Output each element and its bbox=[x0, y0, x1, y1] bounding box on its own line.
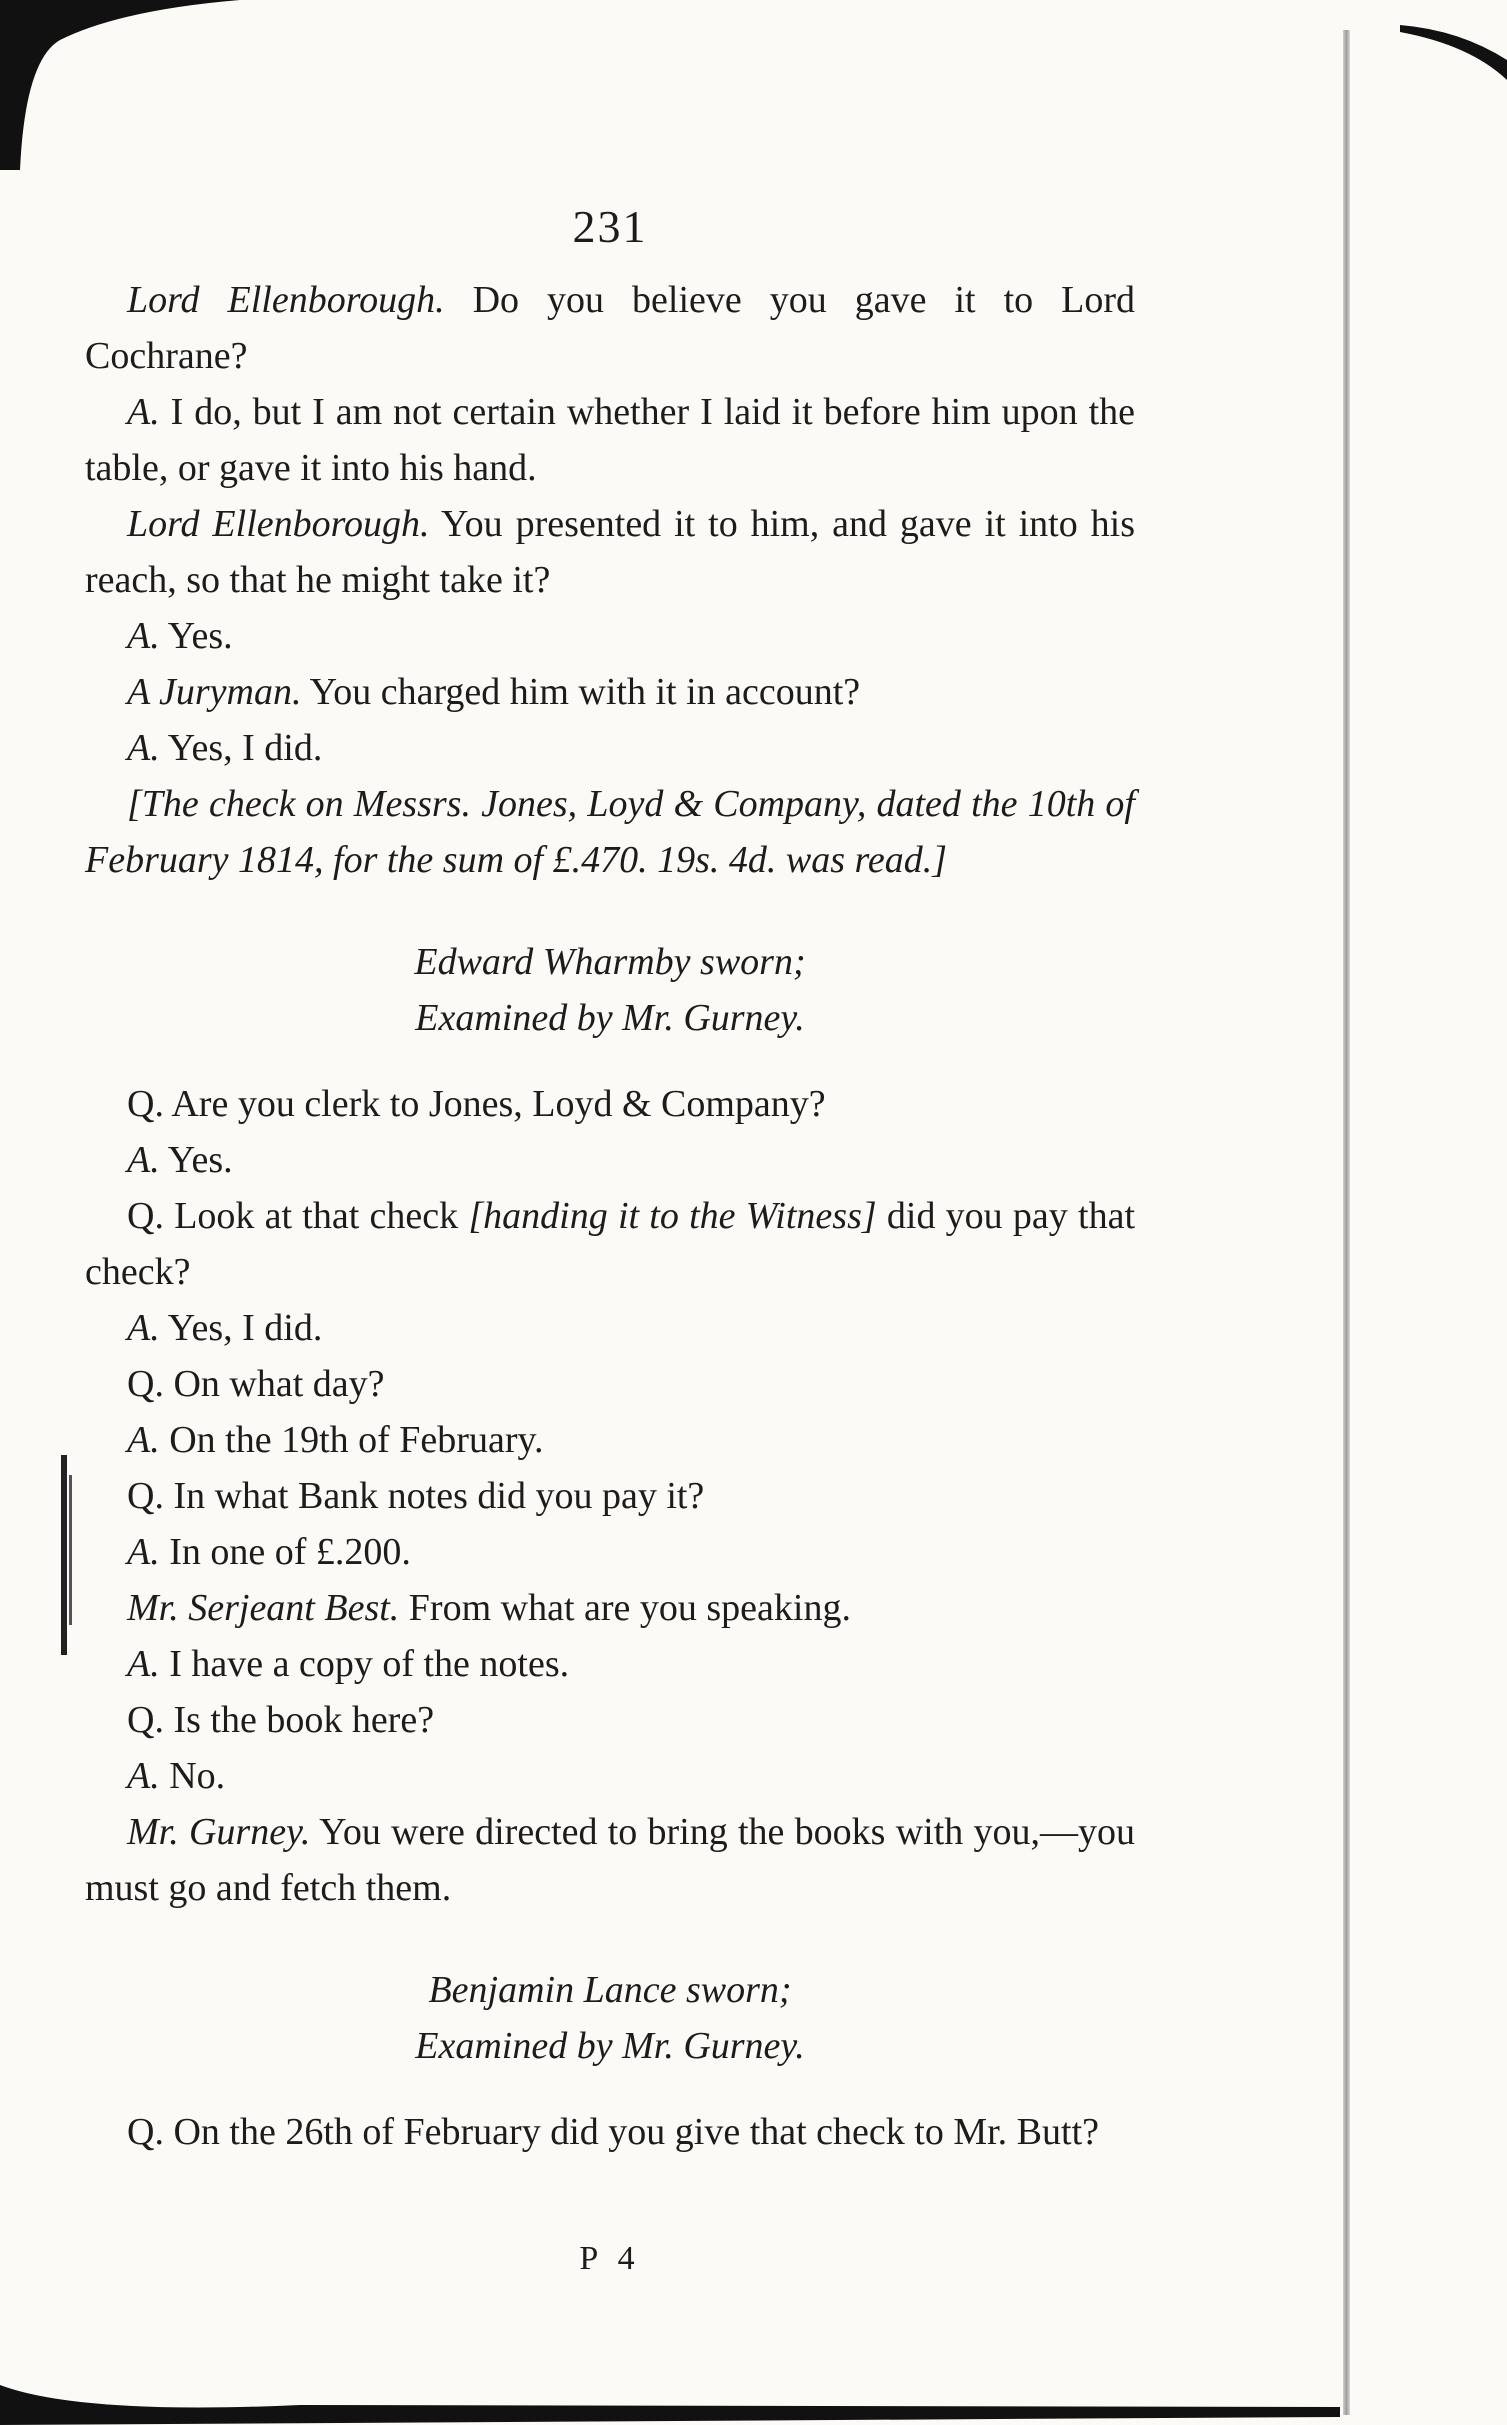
speaker: Q. bbox=[127, 2111, 164, 2153]
speaker: Lord Ellenborough. bbox=[127, 279, 445, 321]
speaker: Lord Ellenborough. bbox=[127, 503, 430, 545]
dialogue-line bbox=[85, 272, 1135, 384]
utterance: Do you believe you gave it to Lord Cochrane? bbox=[85, 279, 1135, 377]
utterance: On the 19th of February. bbox=[159, 1419, 544, 1461]
speaker: A. bbox=[127, 1531, 160, 1573]
utterance: In one of £.200. bbox=[159, 1531, 411, 1573]
utterance: I do, but I am not certain whether I laid it before him upon the table, or gave it into his hand. bbox=[85, 391, 1135, 489]
spacer bbox=[85, 888, 1135, 934]
utterance: I have a copy of the notes. bbox=[159, 1643, 570, 1685]
utterance: No. bbox=[159, 1755, 226, 1797]
dialogue-line bbox=[85, 1356, 1135, 1412]
page-number: 231 bbox=[572, 201, 648, 252]
utterance: Look at that check bbox=[163, 1195, 469, 1237]
dialogue-line bbox=[85, 1580, 1135, 1636]
dialogue-line bbox=[85, 1804, 1135, 1916]
speaker: A. bbox=[127, 1643, 160, 1685]
speaker: Q. bbox=[127, 1083, 164, 1125]
dialogue-line bbox=[85, 2104, 1135, 2160]
utterance: Yes, I did. bbox=[159, 1307, 323, 1349]
utterance: From what are you speaking. bbox=[399, 1587, 851, 1629]
dialogue-line bbox=[85, 1076, 1135, 1132]
utterance: In what Bank notes did you pay it? bbox=[163, 1475, 705, 1517]
utterance-continued: did you pay that check? bbox=[85, 1195, 1136, 1293]
binding-edge bbox=[1343, 30, 1350, 2415]
examiner-heading: Examined by Mr. Gurney. bbox=[415, 2025, 805, 2067]
margin-ink-mark bbox=[55, 1455, 81, 1655]
stage-direction: [handing it to the Witness] bbox=[468, 1195, 877, 1237]
speaker: Q. bbox=[127, 1475, 164, 1517]
dialogue-line bbox=[85, 664, 1135, 720]
speaker: Mr. Serjeant Best. bbox=[127, 1587, 400, 1629]
signature-mark: P 4 bbox=[579, 2240, 641, 2277]
utterance: You presented it to him, and gave it into his reach, so that he might take it? bbox=[85, 503, 1135, 601]
speaker: Mr. Gurney. bbox=[127, 1811, 311, 1853]
dialogue-line bbox=[85, 1300, 1135, 1356]
utterance: On the 26th of February did you give that check to Mr. Butt? bbox=[163, 2111, 1099, 2153]
speaker: Q. bbox=[127, 1699, 164, 1741]
witness-heading: Benjamin Lance sworn; bbox=[428, 1969, 792, 2011]
speaker: A. bbox=[127, 1307, 160, 1349]
dialogue-line bbox=[85, 1692, 1135, 1748]
speaker: A. bbox=[127, 1139, 160, 1181]
dialogue-line bbox=[85, 1524, 1135, 1580]
page-text bbox=[85, 272, 1135, 2160]
utterance: Yes. bbox=[159, 1139, 233, 1181]
dialogue-line bbox=[85, 1748, 1135, 1804]
page-corner-shadow bbox=[0, 0, 240, 170]
dialogue-line bbox=[85, 496, 1135, 608]
dialogue-line bbox=[85, 608, 1135, 664]
speaker: A. bbox=[127, 727, 160, 769]
speaker: A. bbox=[127, 1755, 160, 1797]
dialogue-line bbox=[85, 1468, 1135, 1524]
bracket-note: [The check on Messrs. Jones, Loyd & Company, dated the 10th of February 1814, for the sum of £.470. 19s. 4d. was read.] bbox=[85, 783, 1135, 881]
dialogue-line bbox=[85, 1188, 1135, 1300]
spacer bbox=[85, 1046, 1135, 1076]
spacer bbox=[85, 1916, 1135, 1962]
utterance: You were directed to bring the books with you,—you must go and fetch them. bbox=[85, 1811, 1135, 1909]
witness-heading: Edward Wharmby sworn; bbox=[414, 941, 806, 983]
utterance: On what day? bbox=[163, 1363, 385, 1405]
dialogue-line bbox=[85, 1636, 1135, 1692]
examiner-heading: Examined by Mr. Gurney. bbox=[415, 997, 805, 1039]
speaker: Q. bbox=[127, 1363, 164, 1405]
speaker: Q. bbox=[127, 1195, 164, 1237]
dialogue-line bbox=[85, 1412, 1135, 1468]
page-bottom-shadow bbox=[0, 2345, 1507, 2425]
utterance: You charged him with it in account? bbox=[301, 671, 861, 713]
dialogue-line bbox=[85, 384, 1135, 496]
speaker: A Juryman. bbox=[127, 671, 302, 713]
speaker: A. bbox=[127, 391, 160, 433]
speaker: A. bbox=[127, 615, 160, 657]
dialogue-line bbox=[85, 1132, 1135, 1188]
page-corner-shadow-right bbox=[1400, 20, 1507, 80]
utterance: Yes. bbox=[159, 615, 233, 657]
utterance: Is the book here? bbox=[163, 1699, 435, 1741]
spacer bbox=[85, 2074, 1135, 2104]
dialogue-line bbox=[85, 720, 1135, 776]
utterance: Are you clerk to Jones, Loyd & Company? bbox=[163, 1083, 826, 1125]
speaker: A. bbox=[127, 1419, 160, 1461]
utterance: Yes, I did. bbox=[159, 727, 323, 769]
